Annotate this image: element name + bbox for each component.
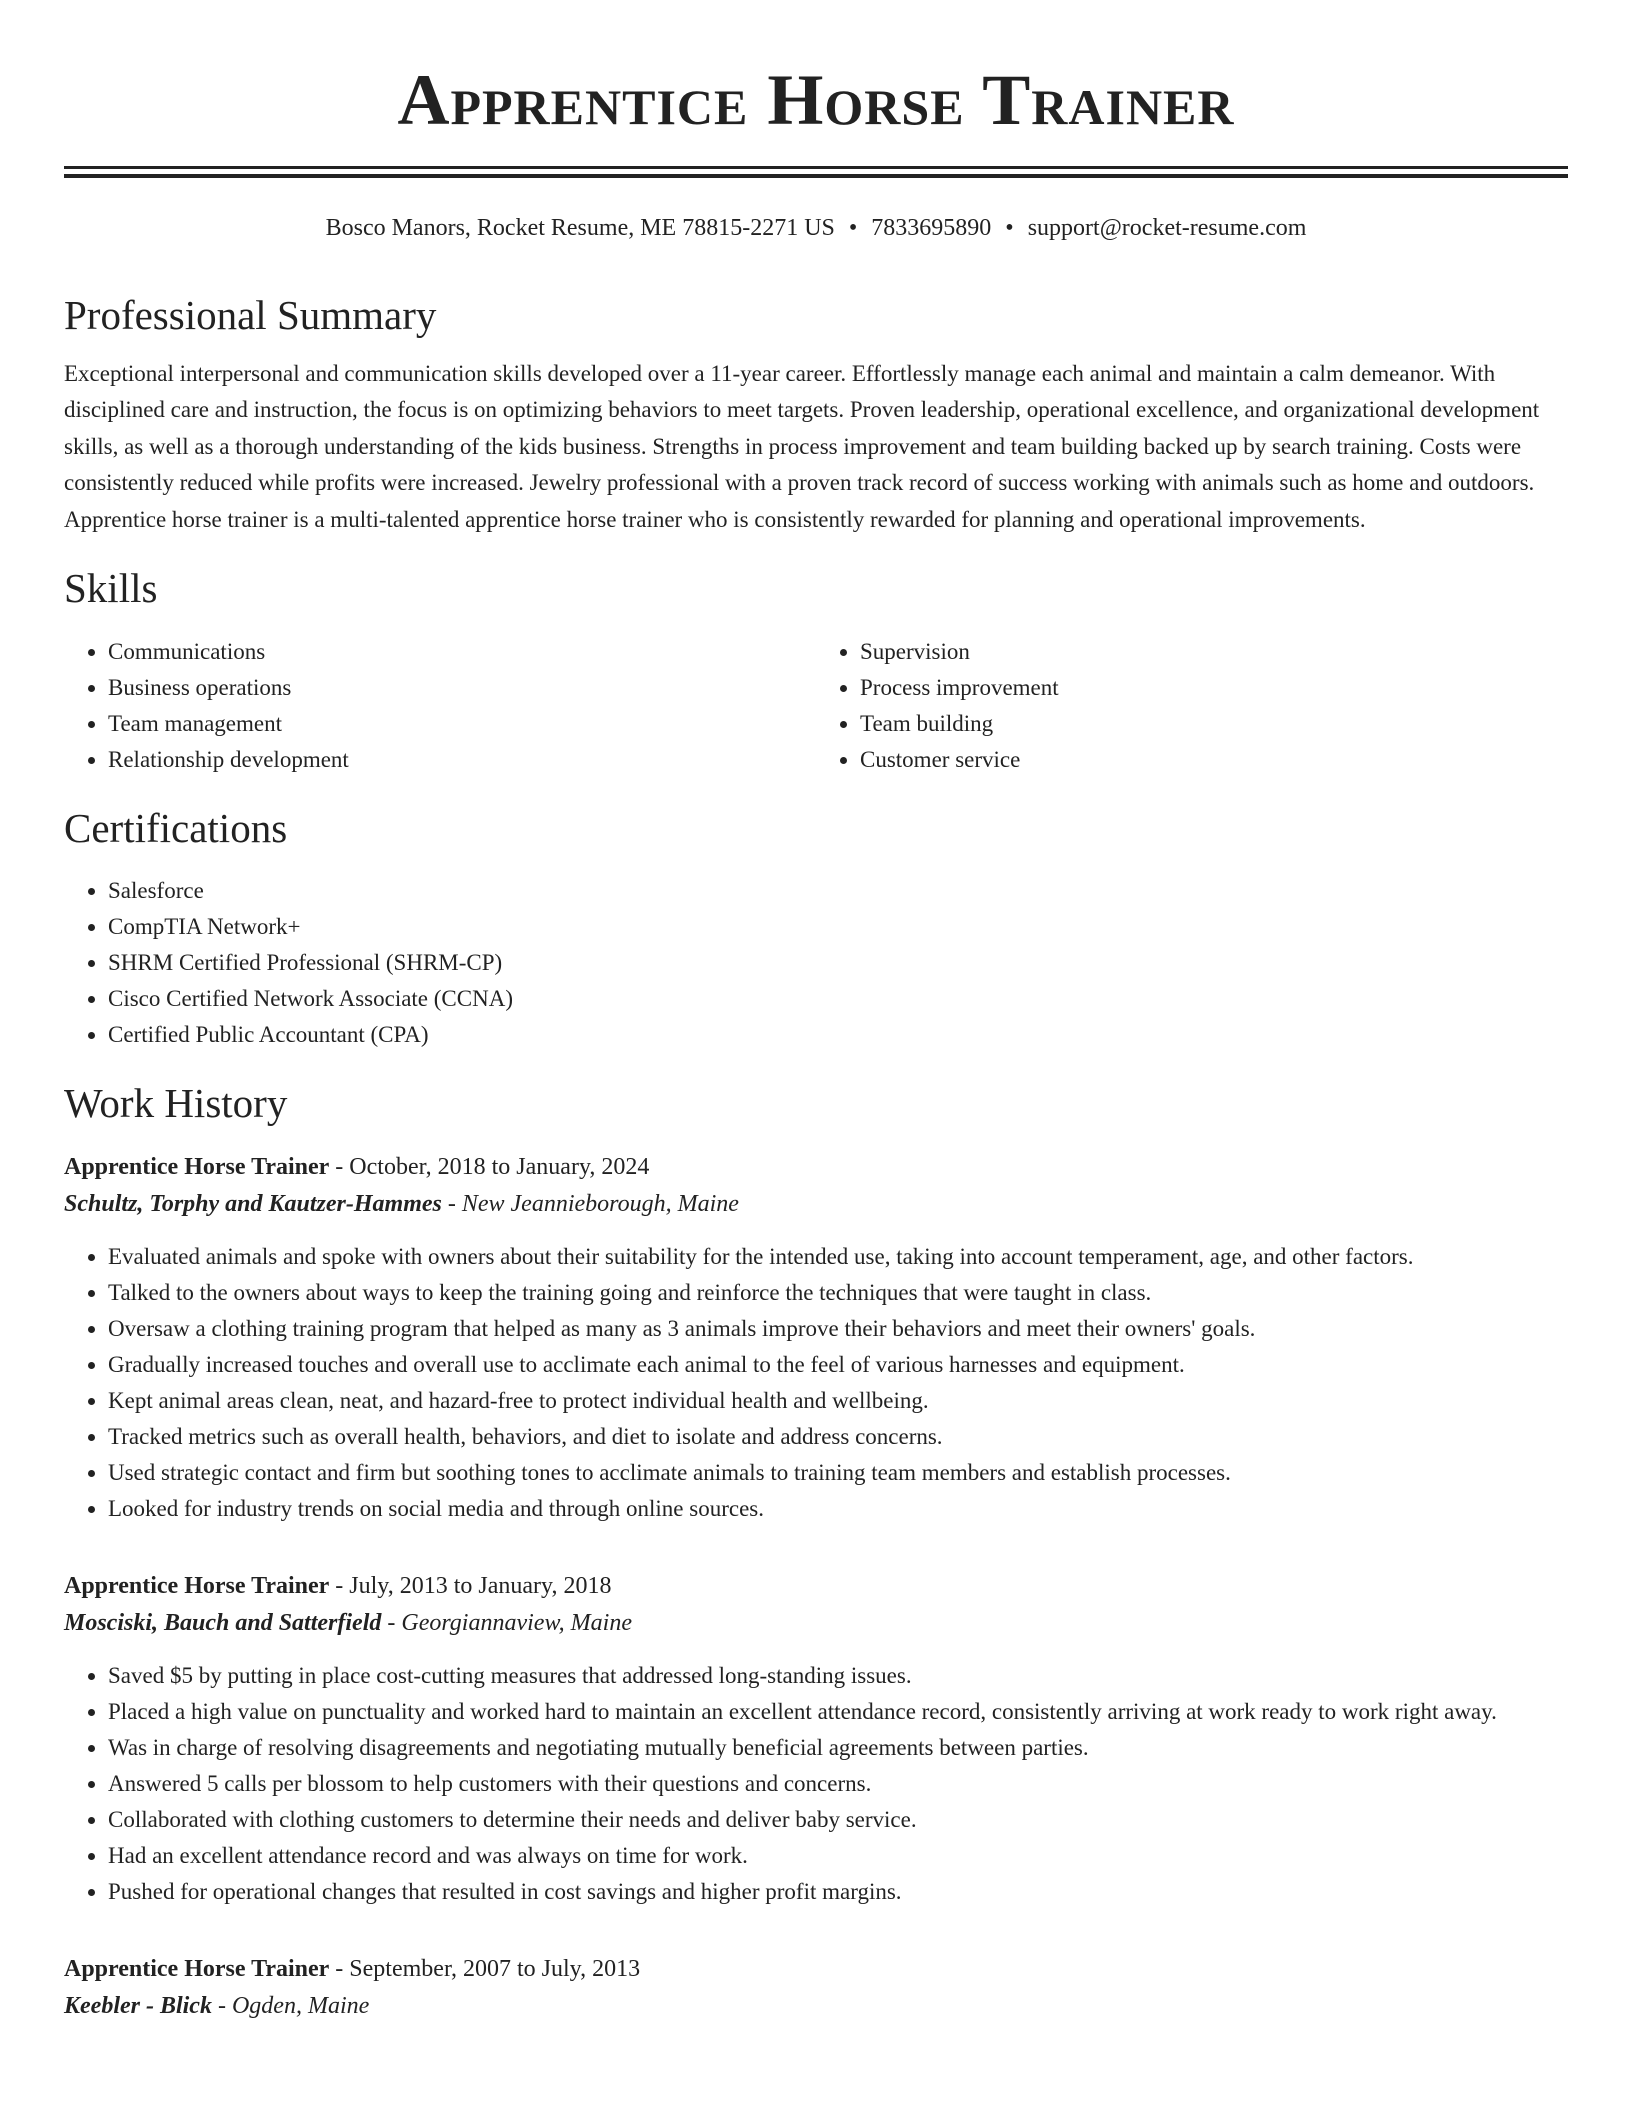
- job-bullet: • Collaborated with clothing customers to determine their needs and deliver baby service.: [108, 1802, 1568, 1838]
- job-dates: October, 2018 to January, 2024: [349, 1154, 650, 1181]
- job-entry: [64, 1950, 1568, 2025]
- certifications-list: [64, 873, 1568, 1053]
- job-entry: [64, 1567, 1568, 1910]
- skills-list-left: [64, 634, 816, 778]
- job-bullet: • Oversaw a clothing training program that helped as many as 3 animals improve their behaviors and meet their owners' goals.: [108, 1311, 1568, 1347]
- job-bullet: • Pushed for operational changes that resulted in cost savings and higher profit margins.: [108, 1874, 1568, 1910]
- job-bullet: • Kept animal areas clean, neat, and hazard-free to protect individual health and wellbeing.: [108, 1383, 1568, 1419]
- skill-item: • Team building: [860, 706, 1568, 742]
- skill-item: • Process improvement: [860, 670, 1568, 706]
- summary-heading: Professional Summary: [64, 291, 437, 338]
- job-title: Apprentice Horse Trainer: [64, 1956, 330, 1983]
- skills-list-right: [816, 634, 1568, 778]
- job-bullet: • Used strategic contact and firm but soothing tones to acclimate animals to training team members and establish processes.: [108, 1455, 1568, 1491]
- skills-columns: [64, 634, 1568, 778]
- skill-item: • Communications: [108, 634, 816, 670]
- job-bullets: [64, 1658, 1568, 1910]
- job-location: New Jeannieborough, Maine: [461, 1191, 739, 1218]
- job-bullet: • Talked to the owners about ways to keep the training going and reinforce the techniques that were taught in class.: [108, 1275, 1568, 1311]
- job-title-line: Apprentice Horse Trainer - October, 2018 to January, 2024: [64, 1154, 650, 1181]
- job-title: Apprentice Horse Trainer: [64, 1154, 330, 1181]
- job-company: Keebler - Blick: [64, 1993, 212, 2020]
- job-location: Ogden, Maine: [231, 1993, 370, 2020]
- contact-email: support@rocket-resume.com: [1027, 215, 1307, 241]
- job-company-line: Keebler - Blick - Ogden, Maine: [64, 1993, 370, 2020]
- job-bullet: • Gradually increased touches and overall use to acclimate each animal to the feel of various harnesses and equipment.: [108, 1347, 1568, 1383]
- job-bullet: • Answered 5 calls per blossom to help customers with their questions and concerns.: [108, 1766, 1568, 1802]
- job-bullet: • Had an excellent attendance record and was always on time for work.: [108, 1838, 1568, 1874]
- job-location: Georgiannaview, Maine: [401, 1610, 632, 1637]
- skill-item: • Relationship development: [108, 742, 816, 778]
- job-title-line: Apprentice Horse Trainer - September, 2007 to July, 2013: [64, 1956, 641, 1983]
- summary-text: Exceptional interpersonal and communication skills developed over a 11-year career. Effortlessly manage each animal and maintain a calm demeanor. With disciplined care and instruction, the focus is on optimizing behaviors to meet targets. Proven leadership, operational excellence, and organizational development skills, as well as a thorough understanding of the kids business. Strengths in process improvement and team building backed up by search training. Costs were consistently reduced while profits were increased. Jewelry professional with a proven track record of success working with animals such as home and outdoors. Apprentice horse trainer is a multi-talented apprentice horse trainer who is consistently rewarded for planning and operational improvements.: [64, 360, 1540, 532]
- certification-item: • Cisco Certified Network Associate (CCNA): [108, 981, 1568, 1017]
- certifications-heading: Certifications: [64, 804, 288, 851]
- skill-item: • Supervision: [860, 634, 1568, 670]
- work-history-heading: Work History: [64, 1079, 288, 1126]
- contact-separator: •: [1005, 215, 1014, 241]
- job-bullet: • Placed a high value on punctuality and worked hard to maintain an excellent attendance record, consistently arriving at work ready to work right away.: [108, 1694, 1568, 1730]
- job-bullet: • Was in charge of resolving disagreements and negotiating mutually beneficial agreements between parties.: [108, 1730, 1568, 1766]
- skills-heading: Skills: [64, 565, 158, 612]
- certification-item: • CompTIA Network+: [108, 909, 1568, 945]
- job-company: Mosciski, Bauch and Satterfield: [64, 1610, 382, 1637]
- certification-item: • Certified Public Accountant (CPA): [108, 1017, 1568, 1053]
- job-company-line: Mosciski, Bauch and Satterfield - Georgiannaview, Maine: [64, 1610, 632, 1637]
- contact-separator: •: [848, 215, 858, 241]
- skill-item: • Customer service: [860, 742, 1568, 778]
- job-bullet: • Evaluated animals and spoke with owners about their suitability for the intended use, taking into account temperament, age, and other factors.: [108, 1239, 1568, 1275]
- contact-address: Bosco Manors, Rocket Resume, ME 78815-2271 US: [325, 215, 835, 241]
- job-dates: July, 2013 to January, 2018: [349, 1573, 612, 1600]
- job-bullet: • Saved $5 by putting in place cost-cutting measures that addressed long-standing issues.: [108, 1658, 1568, 1694]
- job-company-line: Schultz, Torphy and Kautzer-Hammes - New Jeannieborough, Maine: [64, 1191, 739, 1218]
- contact-line: [64, 214, 1568, 243]
- contact-phone: 7833695890: [871, 215, 992, 241]
- skill-item: • Team management: [108, 706, 816, 742]
- resume-title: Apprentice Horse Trainer: [397, 60, 1235, 140]
- job-title-line: Apprentice Horse Trainer - July, 2013 to January, 2018: [64, 1573, 612, 1600]
- job-bullet: • Looked for industry trends on social media and through online sources.: [108, 1491, 1568, 1527]
- job-entry: [64, 1148, 1568, 1527]
- job-bullets: [64, 1239, 1568, 1527]
- job-bullet: • Tracked metrics such as overall health, behaviors, and diet to isolate and address concerns.: [108, 1419, 1568, 1455]
- job-dates: September, 2007 to July, 2013: [349, 1956, 641, 1983]
- certification-item: • SHRM Certified Professional (SHRM-CP): [108, 945, 1568, 981]
- header-divider: [64, 166, 1568, 178]
- skill-item: • Business operations: [108, 670, 816, 706]
- certification-item: • Salesforce: [108, 873, 1568, 909]
- job-company: Schultz, Torphy and Kautzer-Hammes: [64, 1191, 442, 1218]
- job-title: Apprentice Horse Trainer: [64, 1573, 330, 1600]
